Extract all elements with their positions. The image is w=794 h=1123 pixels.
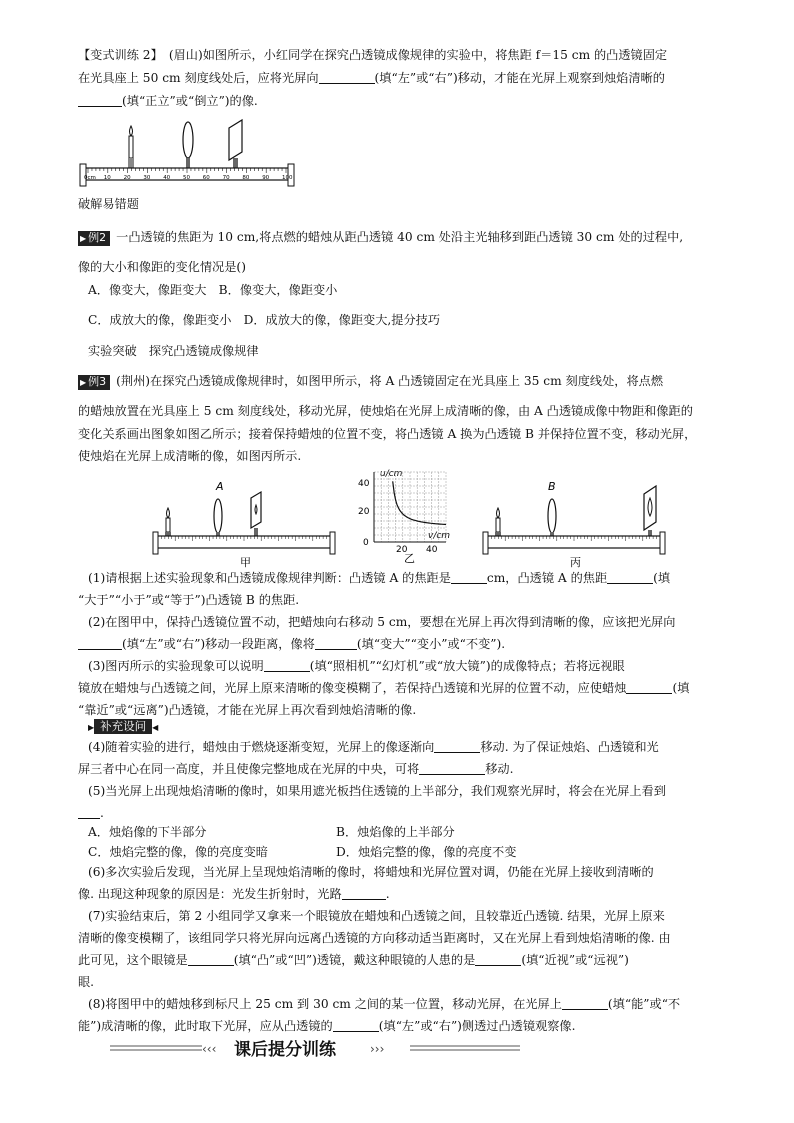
answer-blank[interactable] — [451, 571, 487, 584]
answer-blank[interactable] — [626, 681, 672, 694]
section-error-title: 破解易错题 — [78, 197, 139, 211]
graph-y-axis-label: u/cm — [380, 469, 403, 479]
example2-tag: ▶ 例2 — [78, 231, 110, 246]
scale-tick-label: 90 — [262, 175, 270, 181]
y-tick-label: 0 — [363, 538, 369, 548]
banner-title: 课后提分训练 — [234, 1040, 336, 1060]
variant-line-1: 【变式训练 2】 (眉山)如图所示，小红同学在探究凸透镜成像规律的实验中，将焦距 f＝15 cm 的凸透镜固定 — [78, 48, 668, 62]
chevron-left-icon: ‹‹‹ — [202, 1042, 217, 1056]
section-banner — [110, 1034, 520, 1064]
variant-line-3: (填“正立”或“倒立”)的像. — [78, 93, 258, 109]
figure-bing — [480, 470, 670, 570]
chevron-right-icon: ››› — [370, 1042, 385, 1056]
example3-tag: ▶ 例3 — [78, 375, 110, 390]
answer-blank[interactable] — [562, 997, 608, 1010]
lens-b — [548, 499, 556, 536]
scale-tick-label: 40 — [163, 175, 171, 181]
example3-line-4: 使烛焰在光屏上成清晰的像，如图丙所示. — [78, 449, 302, 463]
q3-line-2: 镜放在蜡烛与凸透镜之间，光屏上原来清晰的像变模糊了，若保持凸透镜和光屏的位置不动，应使蜡烛 (填 — [78, 681, 690, 695]
light-screen — [229, 120, 242, 168]
q5-option-d: D．烛焰完整的像，像的亮度不变 — [336, 845, 517, 859]
light-screen — [251, 492, 261, 536]
candle — [128, 126, 134, 168]
q7-line-1: (7)实验结束后，第 2 小组同学又拿来一个眼镜放在蜡烛和凸透镜之间，且较靠近凸透镜. 结果，光屏上原来 — [88, 909, 665, 923]
optical-bench-figure-1 — [76, 118, 298, 190]
scale-tick-label: 70 — [222, 175, 230, 181]
q8-line-1: (8)将图甲中的蜡烛移到标尺上 25 cm 到 30 cm 之间的某一位置，移动光屏，在光屏上 (填“能”或“不 — [88, 997, 681, 1011]
scale-tick-label: 80 — [242, 175, 250, 181]
q6-line-2: 像. 出现这种现象的原因是：光发生折射时，光路 . — [78, 887, 390, 901]
q7-line-2: 清晰的像变模糊了，该组同学只将光屏向远离凸透镜的方向移动适当距离时，又在光屏上看到烛焰清晰的像. 由 — [78, 931, 671, 945]
supplementary-label: 补充设问 — [94, 719, 152, 734]
scale-tick-label: 20 — [123, 175, 131, 181]
q5-line-2: . — [78, 805, 104, 821]
answer-blank[interactable] — [342, 887, 386, 900]
supplementary-questions-header: ▶ 补充设问 ◀ — [88, 719, 159, 733]
q2-line-1: (2)在图甲中，保持凸透镜位置不动，把蜡烛向右移动 5 cm，要想在光屏上再次得到清晰的像，应该把光屏向 — [88, 615, 676, 629]
lens-a-label: A — [216, 480, 224, 493]
answer-blank[interactable] — [319, 71, 375, 84]
answer-blank[interactable] — [434, 740, 480, 753]
x-tick-label: 20 — [396, 545, 408, 555]
graph-x-axis-label: v/cm — [428, 531, 451, 541]
convex-lens — [183, 122, 193, 168]
figure-label-yi: 乙 — [404, 552, 415, 565]
q7-line-3: 此可见，这个眼镜是 (填“凸”或“凹”)透镜，戴这种眼镜的人患的是 (填“近视”或“远视”) — [78, 953, 629, 967]
answer-blank[interactable] — [78, 637, 122, 650]
answer-blank[interactable] — [333, 1019, 379, 1032]
example2-options-ab: A．像变大，像距变大 B．像变大，像距变小 — [88, 283, 338, 297]
graph-curve — [393, 481, 446, 524]
answer-blank[interactable] — [607, 571, 653, 584]
q7-line-4: 眼. — [78, 975, 95, 989]
q1-line-1: (1)请根据上述实验现象和凸透镜成像规律判断：凸透镜 A 的焦距是 cm，凸透镜 A 的焦距 (填 — [88, 571, 671, 585]
q6-line-1: (6)多次实验后发现，当光屏上呈现烛焰清晰的像时，将蜡烛和光屏位置对调，仍能在光屏上接收到清晰的 — [88, 865, 654, 879]
answer-blank[interactable] — [78, 94, 122, 107]
example3-line-3: 变化关系画出图象如图乙所示；接着保持蜡烛的位置不变，将凸透镜 A 换为凸透镜 B 并保持位置不变，移动光屏， — [78, 427, 697, 441]
q8-line-2: 能”)成清晰的像，此时取下光屏，应从凸透镜的 (填“左”或“右”)侧透过凸透镜观察像. — [78, 1019, 576, 1033]
example3-line-1: ▶ 例3 (荆州)在探究凸透镜成像规律时，如图甲所示，将 A 凸透镜固定在光具座上 35 cm 刻度线处，将点燃 — [80, 374, 664, 388]
scale-tick-label: 30 — [143, 175, 151, 181]
candle — [495, 508, 501, 536]
example3-line-2: 的蜡烛放置在光具座上 5 cm 刻度线处，移动光屏，使烛焰在光屏上成清晰的像，由 A 凸透镜成像中物距和像距的 — [78, 404, 693, 418]
example2-line-2: 像的大小和像距的变化情况是() — [78, 260, 246, 274]
q1-line-2: “大于”“小于”或“等于”)凸透镜 B 的焦距. — [78, 593, 300, 607]
q3-line-3: “靠近”或“远离”)凸透镜，才能在光屏上再次看到烛焰清晰的像. — [78, 703, 417, 717]
scale-tick-label: 50 — [183, 175, 190, 181]
figure-jia — [150, 470, 340, 570]
figure-label-bing: 丙 — [570, 556, 581, 569]
answer-blank[interactable] — [78, 806, 100, 819]
y-tick-label: 20 — [358, 507, 370, 517]
candle — [165, 508, 171, 536]
variant-line-2: 在光具座上 50 cm 刻度线处后，应将光屏向 (填“左”或“右”)移动，才能在光屏上观察到烛焰清晰的 — [78, 71, 665, 85]
example2-line-1: ▶ 例2 一凸透镜的焦距为 10 cm,将点燃的蜡烛从距凸透镜 40 cm 处沿主光轴移到距凸透镜 30 cm 处的过程中, — [80, 230, 684, 244]
q5-option-c: C．烛焰完整的像，像的亮度变暗 — [88, 845, 268, 859]
scale-tick-label: 60 — [202, 175, 210, 181]
q4-line-1: (4)随着实验的进行，蜡烛由于燃烧逐渐变短，光屏上的像逐渐向 移动. 为了保证烛焰、凸透镜和光 — [88, 740, 659, 754]
light-screen — [644, 486, 656, 536]
scale-tick-label: 0cm — [84, 175, 96, 181]
q5-option-b: B．烛焰像的上半部分 — [336, 825, 455, 839]
figure-yi-graph — [354, 466, 454, 566]
answer-blank[interactable] — [419, 762, 485, 775]
figure-label-jia: 甲 — [240, 556, 251, 569]
example2-options-cd: C．成放大的像，像距变小 D．成放大的像，像距变大,提分技巧 — [88, 313, 441, 327]
answer-blank[interactable] — [475, 953, 521, 966]
scale-tick-label: 100 — [282, 175, 293, 181]
x-tick-label: 40 — [426, 545, 438, 555]
answer-blank[interactable] — [315, 637, 357, 650]
q3-line-1: (3)图丙所示的实验现象可以说明 (填“照相机”“幻灯机”或“放大镜”)的成像特点；若将远视眼 — [88, 659, 625, 673]
scale-tick-label: 10 — [103, 175, 111, 181]
q4-line-2: 屏三者中心在同一高度，并且使像完整地成在光屏的中央，可将 移动. — [78, 762, 514, 776]
q5-option-a: A．烛焰像的下半部分 — [88, 825, 207, 839]
section-experiment-title: 实验突破 探究凸透镜成像规律 — [88, 344, 259, 358]
q2-line-2: (填“左”或“右”)移动一段距离，像将 (填“变大”“变小”或“不变”). — [78, 636, 505, 652]
y-tick-label: 40 — [358, 479, 370, 489]
q5-line-1: (5)当光屏上出现烛焰清晰的像时，如果用遮光板挡住透镜的上半部分，我们观察光屏时，将会在光屏上看到 — [88, 784, 666, 798]
lens-a — [214, 499, 222, 536]
answer-blank[interactable] — [264, 659, 310, 672]
answer-blank[interactable] — [188, 953, 234, 966]
lens-b-label: B — [548, 480, 556, 493]
